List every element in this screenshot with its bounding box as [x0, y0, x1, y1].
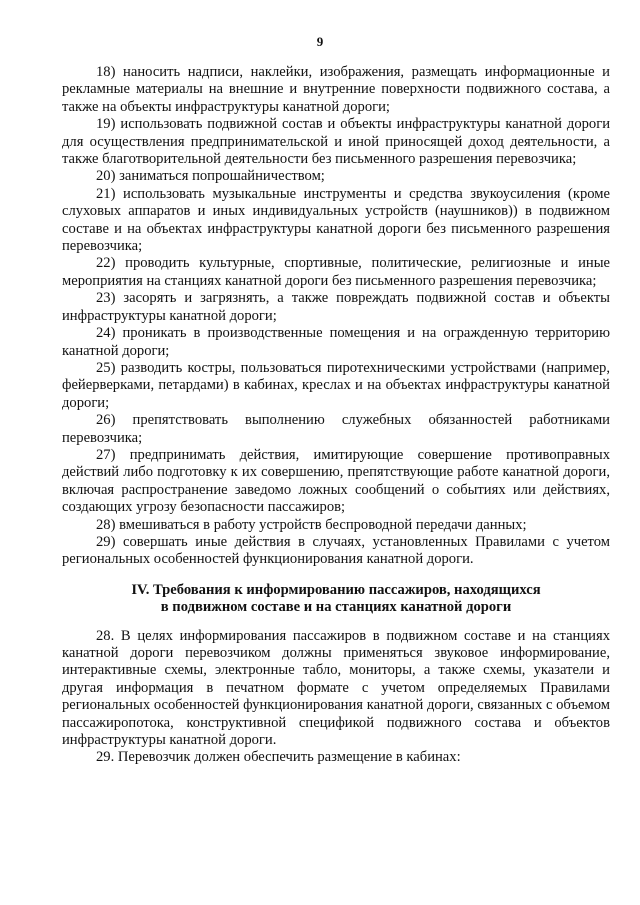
list-item-21: 21) использовать музыкальные инструменты и средства звукоусиления (кроме слуховых аппаратов и иных индивидуальных устройств (наушников)) в подвижном составе и на объектах инфраструктуры канатной дороги без письменного разрешения перевозчика;: [62, 185, 610, 255]
list-item-29: 29) совершать иные действия в случаях, установленных Правилами с учетом региональных особенностей функционирования канатной дороги.: [62, 533, 610, 568]
section-heading-line-1: IV. Требования к информированию пассажиров, находящихся: [131, 581, 541, 598]
list-item-28: 28) вмешиваться в работу устройств беспроводной передачи данных;: [96, 516, 527, 533]
list-item-25: 25) разводить костры, пользоваться пиротехническими устройствами (например, фейерверками, петардами) в кабинах, креслах и на объектах инфраструктуры канатной дороги;: [62, 359, 610, 411]
list-item-26: 26) препятствовать выполнению служебных обязанностей работниками перевозчика;: [62, 412, 610, 446]
list-item-24: 24) проникать в производственные помещения и на огражденную территорию канатной дороги;: [62, 325, 610, 359]
paragraph-29: 29. Перевозчик должен обеспечить размещение в кабинах:: [96, 749, 461, 766]
list-item-22: 22) проводить культурные, спортивные, политические, религиозные и иные мероприятия на станциях канатной дороги без письменного разрешения перевозчика;: [62, 255, 610, 289]
list-item-23: 23) засорять и загрязнять, а также повреждать подвижной состав и объекты инфраструктуры канатной дороги;: [62, 290, 610, 324]
list-item-18: 18) наносить надписи, наклейки, изображения, размещать информационные и рекламные материалы на внешние и внутренние поверхности подвижного состава, а также на объекты инфраструктуры канатной дороги;: [62, 64, 610, 115]
page-number: 9: [316, 34, 324, 49]
document-body: [62, 64, 610, 767]
list-item-27: 27) предпринимать действия, имитирующие совершение противоправных действий либо подготовку к их совершению, препятствующие работе канатной дороги, включая распространение заведомо ложных сообщений о событиях или действиях, создающих угрозу безопасности пассажиров;: [62, 446, 610, 516]
paragraph-28: 28. В целях информирования пассажиров в подвижном составе и на станциях канатной дороги перевозчиком должны применяться звуковое информирование, интерактивные схемы, электронные табло, мониторы, а также схемы, указатели и другая информация в печатном формате с учетом определяемых Правилами региональных особенностей функционирования канатной дороги, связанных с объемом пассажиропотока, конструктивной спецификой подвижного состава и объектов инфраструктуры канатной дороги.: [62, 627, 610, 749]
section-heading-line-2: в подвижном составе и на станциях канатной дороги: [160, 599, 512, 616]
list-item-19: 19) использовать подвижной состав и объекты инфраструктуры канатной дороги для осуществления предпринимательской и иной приносящей доход деятельности, а также благотворительной деятельности без письменного разрешения перевозчика;: [62, 116, 610, 168]
list-item-20: 20) заниматься попрошайничеством;: [96, 168, 325, 185]
section-heading: [62, 582, 610, 617]
